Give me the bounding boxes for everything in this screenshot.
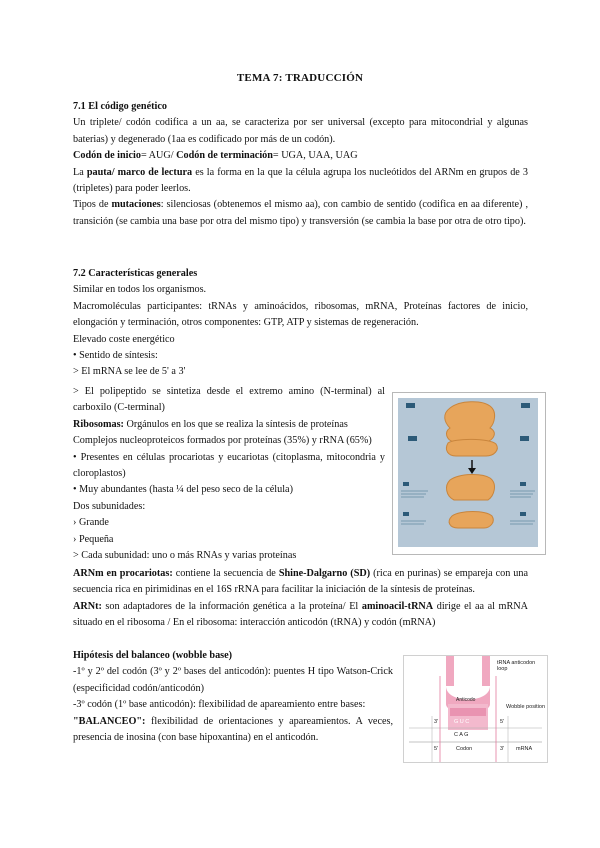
- label-tag: [403, 512, 409, 516]
- codon-label: Codon: [456, 746, 473, 752]
- text: Orgánulos en los que se realiza la síntesis de proteínas: [123, 418, 348, 430]
- paragraph: [73, 417, 385, 433]
- paragraph: • Muy abundantes (hasta ¼ del peso seco de la célula): [73, 484, 293, 496]
- section-codigo-genetico: [73, 99, 528, 230]
- bold-term: mutaciones: [111, 199, 161, 211]
- label-tag: [406, 403, 415, 408]
- section-heading: 7.2 Características generales: [73, 268, 198, 279]
- label-tag: [403, 482, 409, 486]
- large-subunit-shape: [447, 474, 495, 500]
- small-subunit-shape: [449, 512, 493, 529]
- paragraph: Complejos nucleoproteicos formados por proteínas (35%) y rRNA (65%): [73, 435, 372, 447]
- figure-background: [398, 398, 538, 547]
- anticodon-bases: G U C: [454, 719, 470, 725]
- label-tag: [520, 482, 526, 486]
- mrna-label: mRNA: [516, 746, 533, 752]
- paragraph: -1º y 2º del codón (3º y 2º bases del anticodón): puentes H tipo Watson-Crick (especificidad codón/anticodón): [73, 666, 393, 694]
- text: La: [73, 166, 87, 178]
- label-tag: [520, 436, 529, 441]
- paragraph: > El polipeptido se sintetiza desde el extremo amino (N-terminal) al carboxilo (C-terminal): [73, 386, 385, 414]
- paragraph: › Grande: [73, 517, 109, 529]
- section-wobble: [73, 648, 393, 746]
- bold-term: ARNm en procariotas:: [73, 568, 173, 579]
- bold-term: Shine-Dalgarno (SD): [278, 568, 371, 579]
- bold-term: aminoacil-tRNA: [361, 600, 434, 612]
- large-subunit-shape: [445, 402, 495, 442]
- trna-stem: [482, 656, 490, 686]
- paragraph: Dos subunidades:: [73, 500, 146, 512]
- text: = AUG/: [140, 150, 177, 162]
- text: dirige el aa al mRNA situado en el ribosoma / En el ribosoma: interacción anticodón (tRNA) y codón (mRNA): [73, 600, 528, 629]
- paragraph: [73, 165, 528, 198]
- section-heading: Hipótesis del balanceo (wobble base): [73, 650, 233, 661]
- text: = UGA, UAA, UAG: [272, 150, 358, 162]
- codon-bases: C A G: [454, 732, 469, 738]
- paragraph: > Cada subunidad: uno o más RNAs y varias proteínas: [73, 550, 297, 562]
- label-tag: [408, 436, 417, 441]
- arn-text: [73, 566, 528, 632]
- text: flexibilidad de orientaciones y apareamientos. A veces, presencia de inosina (con base hipoxantina) en el anticodón.: [73, 715, 393, 744]
- five-prime-label: 5': [500, 719, 505, 725]
- bold-term: Codón de inicio: [73, 150, 141, 162]
- bold-term: Ribosomas:: [73, 418, 124, 430]
- ribosome-subunits-graphic: [398, 398, 538, 547]
- paragraph: Similar en todos los organismos.: [73, 284, 207, 296]
- paragraph: [73, 197, 528, 230]
- anticodon-label: Anticodo: [456, 697, 476, 703]
- text: Tipos de: [73, 199, 112, 211]
- paragraph: › Pequeña: [73, 533, 114, 545]
- paragraph: Macromoléculas participantes: tRNAs y aminoácidos, ribosomas, mRNA, Proteínas factores de inicio, elongación y terminación, otros componentes: GTP, ATP y sistemas de regeneración.: [73, 300, 528, 329]
- paragraph: Elevado coste energético: [73, 333, 175, 345]
- bold-term: ARNt:: [73, 600, 102, 612]
- trna-stem: [446, 656, 454, 686]
- section-caracteristicas: [73, 266, 528, 381]
- paragraph: • Sentido de síntesis:: [73, 350, 158, 362]
- paragraph: [73, 599, 528, 632]
- text: (rica en purinas) se empareja con una secuencia rica en pirimidinas en el 16S rRNA para facilitar la iniciación de la síntesis de proteínas.: [73, 568, 529, 596]
- label-tag: [521, 403, 530, 408]
- wobble-label: Wobble position: [506, 704, 546, 710]
- ribosome-figure: [392, 392, 546, 555]
- text: : silenciosas (obtenemos el mismo aa), con cambio de sentido (codifica en aa diferente) , transición (se cambia una base por otra del mismo tipo) y transversión (se cambia la base por otra de otro tipo).: [73, 199, 528, 227]
- ribosome-text: [73, 384, 385, 564]
- text: son adaptadores de la información genética a la proteína/ El: [101, 600, 362, 612]
- trna-label: tRNA anticodon loop: [497, 660, 536, 672]
- text: es la forma en la que la célula agrupa los nucleótidos del ARNm en grupos de 3 (tripletes) para poder leerlos.: [73, 166, 528, 195]
- paragraph: [73, 148, 528, 164]
- codon-three-prime-label: 3': [500, 746, 505, 752]
- label-tag: [520, 512, 526, 516]
- bold-term: Codón de terminación: [176, 150, 273, 162]
- page-title: TEMA 7: TRADUCCIÓN: [236, 72, 364, 84]
- paragraph: [73, 714, 393, 747]
- arrow-down-icon: [468, 468, 476, 474]
- codon-five-prime-label: 5': [434, 746, 439, 752]
- paragraph: [73, 566, 528, 599]
- paragraph: -3º codón (1º base anticodón): flexibilidad de apareamiento entre bases:: [73, 699, 366, 711]
- paragraph: • Presentes en células procariotas y eucariotas (citoplasma, mitocondria y cloroplastos): [73, 451, 385, 480]
- paragraph: > El mRNA se lee de 5' a 3': [73, 366, 186, 378]
- paragraph: Un triplete/ codón codifica a un aa, se caracteriza por ser universal (excepto para mitocondrial y algunas baterias) y degenerado (1aa es codificado por más de un codón).: [73, 117, 528, 145]
- small-subunit-shape: [446, 439, 497, 456]
- bold-term: pauta/ marco de lectura: [86, 166, 193, 178]
- trna-wobble-figure: [403, 655, 548, 763]
- three-prime-label: 3': [434, 719, 439, 725]
- text: contiene la secuencia de: [172, 568, 279, 579]
- anticodon-region: [448, 704, 488, 730]
- section-heading: 7.1 El código genético: [73, 101, 167, 112]
- bold-term: "BALANCEO":: [73, 715, 146, 727]
- anticodon-highlight: [450, 708, 486, 716]
